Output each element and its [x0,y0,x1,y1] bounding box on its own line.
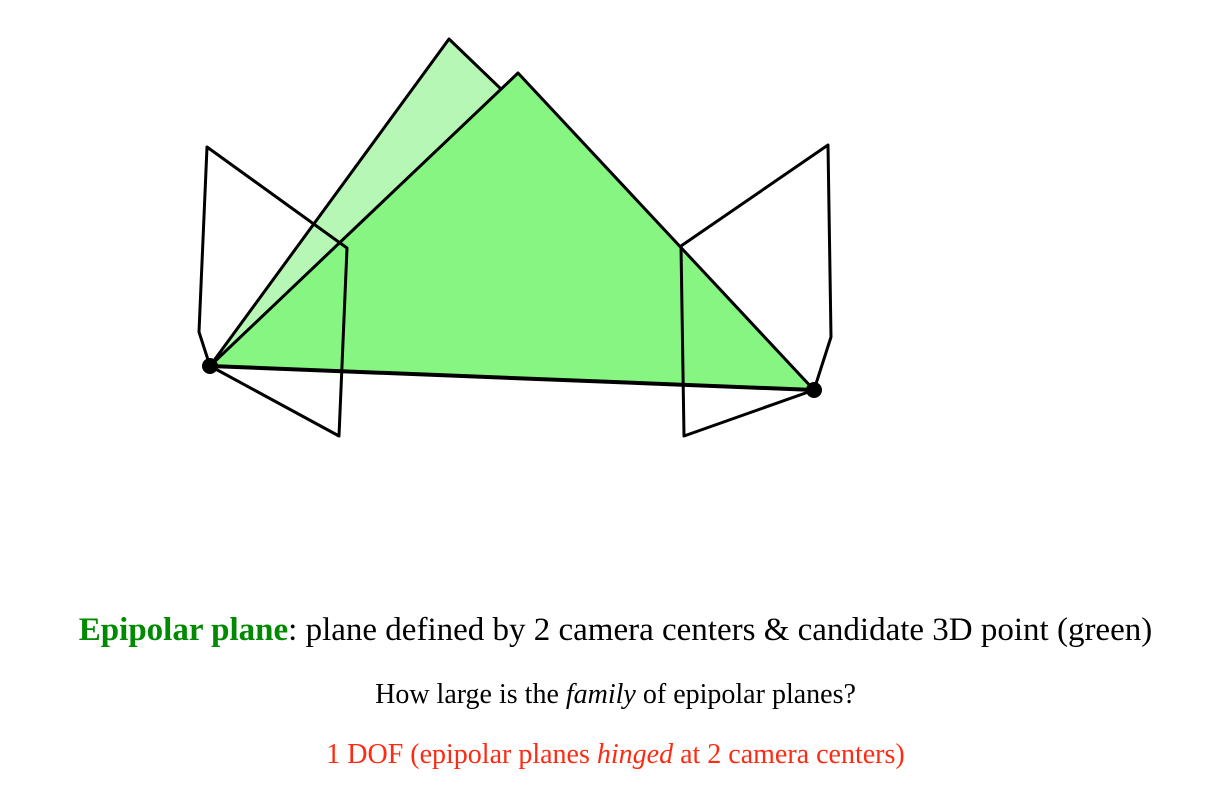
answer-text-end: at 2 camera centers) [673,739,905,770]
question-text-end: of epipolar planes? [635,679,856,710]
definition-line [0,612,1231,649]
right-camera-center [806,382,822,398]
question-line [0,679,1231,711]
question-emphasis: family [565,679,636,710]
epipolar-plane-term: Epipolar plane [78,612,289,648]
question-text-start: How large is the [375,679,566,710]
answer-line [0,739,1231,771]
left-camera-center [202,358,218,374]
answer-emphasis: hinged [596,739,674,770]
epipolar-plane-front [210,73,814,390]
definition-text: : plane defined by 2 camera centers & candidate 3D point (green) [288,612,1153,648]
answer-text-start: 1 DOF (epipolar planes [326,739,597,770]
